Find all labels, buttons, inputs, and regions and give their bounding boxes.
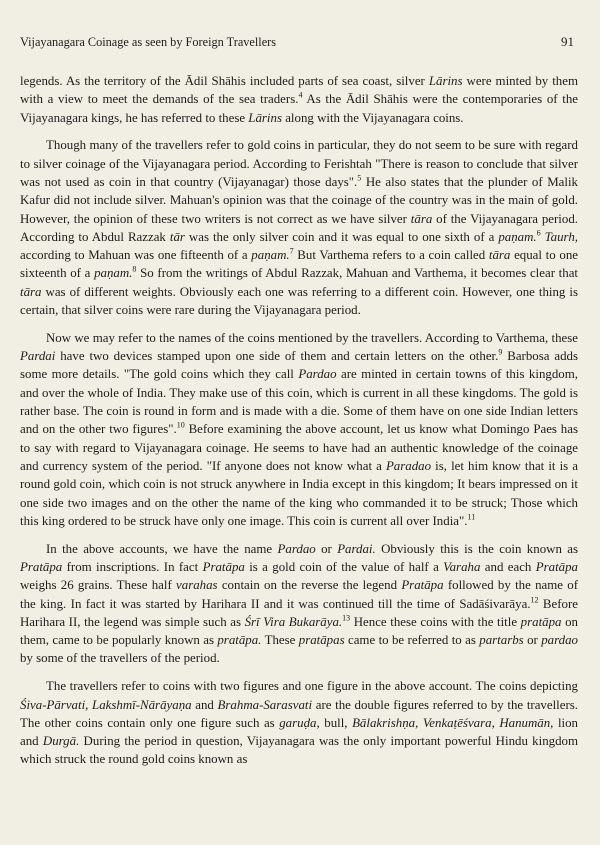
text-run: lion and [20, 715, 579, 749]
text-run: was of different weights. Obviously each one was referring to a different coin. However, one thing is certain, that silver coins were rare during the Vijayanagara period. [20, 284, 578, 318]
paragraph [20, 136, 578, 319]
running-header [20, 34, 578, 50]
running-title: Vijayanagara Coinage as seen by Foreign Travellers [20, 35, 277, 49]
text-run: along with the Vijayanagara coins. [281, 110, 464, 125]
text-run: is, let him know that it is a round gold coin, which coin is not struck anywhere in India except in this kingdom; It bears impressed on it one side two images and on the other the name of the king who commanded it to be struck; Those which this king ordered to be struck have only one image. This coin is current all over India". [20, 458, 579, 528]
text-run: Before Harihara II, the legend was simple such as [20, 596, 579, 629]
italic-term: Pratāpa [202, 559, 245, 574]
italic-term: Taurh, [544, 229, 578, 244]
paragraph [20, 72, 578, 127]
italic-term: pardao [541, 633, 578, 648]
text-run: was the only silver coin and it was equal to one sixth of a [184, 229, 499, 244]
text-run: Barbosa adds some more details. "The gold coins which they call [20, 349, 578, 382]
footnote-ref: 12 [530, 595, 539, 605]
italic-term: Pardao [298, 367, 337, 382]
italic-term: tāra [20, 284, 42, 299]
italic-term: paṇam. [251, 248, 290, 263]
text-run: Hence these coins with the title [350, 614, 521, 629]
footnote-ref: 11 [467, 512, 476, 522]
text-run: As the Ādil Shāhis were the contemporaries of the Vijayanagara kings, he has referred to these [20, 92, 578, 125]
text-run: from inscriptions. In fact [62, 559, 203, 574]
italic-term: pratāpa [520, 614, 562, 629]
text-run: are the double figures referred to by the travellers. The other coins contain only one figure such as [20, 697, 578, 730]
text-run: or [315, 541, 338, 556]
italic-term: tāra [410, 211, 433, 226]
text-run: and each [480, 559, 536, 574]
italic-term: Pardai [20, 349, 56, 364]
italic-term: Śiva-Pārvati, Lakshmī-Nārāyaṇa [20, 697, 192, 712]
text-run: equal to one sixteenth of a [20, 248, 578, 281]
italic-term: Durgā. [42, 734, 80, 749]
italic-term: Pratāpa [401, 578, 444, 593]
italic-term: partarbs [479, 633, 524, 648]
text-run: These [261, 633, 299, 648]
italic-term: tār [169, 229, 185, 244]
footnote-ref: 7 [289, 246, 294, 256]
text-run: by some of the travellers of the period. [20, 651, 220, 666]
text-run: according to Mahuan was one fifteenth of a [20, 248, 252, 263]
footnote-ref: 13 [342, 613, 351, 623]
italic-term: Bālakrishṇa, Venkaṭēśvara, Hanumān, [352, 715, 554, 730]
text-run: So from the writings of Abdul Razzak, Mahuan and Varthema, it becomes clear that [136, 266, 579, 281]
text-run: But Varthema refers to a coin called [293, 248, 489, 263]
text-run: on them, came to be popularly known as [20, 614, 578, 648]
italic-term: Pardao [277, 541, 316, 556]
italic-term: paṇam. [94, 266, 133, 281]
italic-term: Pardai. [337, 541, 376, 556]
italic-term: paṇam. [498, 229, 537, 244]
text-run: During the period in question, Vijayanagara was the only important powerful Hindu kingdom which struck the round gold coins known as [20, 734, 579, 767]
text-run: The travellers refer to coins with two figures and one figure in the above account. The coins depicting [46, 679, 578, 694]
text-run: contain on the reverse the legend [217, 578, 402, 593]
text-run: or [523, 633, 542, 648]
footnote-ref: 4 [298, 91, 303, 100]
text-run: Though many of the travellers refer to gold coins in particular, they do not seem to be sure with regard to silver coinage of the Vijayanagara period. According to Ferishtah "There is reason to conclude that silver was not used as coin in that country (Vijayanagar) those days". [20, 138, 578, 189]
text-run: came to be referred to as [344, 633, 480, 648]
text-run: are minted in certain towns of this kingdom, and over the whole of India. They make use of this coin, which is current in all these kingdoms. The gold is rather base. The coin is round in form and is made with a die. Some of them have on one side Indian letters and on the other two figures". [20, 367, 578, 437]
text-run: legends. As the territory of the Ādil Shāhis included parts of sea coast, silver [20, 74, 429, 88]
text-run: In the above accounts, we have the name [46, 541, 278, 556]
text-run: have two devices stamped upon one side of them and certain letters on the other. [55, 349, 499, 364]
text-run: and [191, 697, 218, 712]
italic-term: Lārins [248, 110, 282, 125]
footnote-ref: 9 [498, 347, 503, 357]
italic-term: Brahma-Sarasvati [217, 697, 313, 712]
text-run: Before examining the above account, let us know what Domingo Paes has to say with regard to Vijayanagara coinage. He seems to have had an authentic knowledge of the coinage and currency system of the period. "If anyone does not know what a [20, 422, 578, 473]
italic-term: Lārins [428, 74, 463, 88]
text-run: Obviously this is the coin known as [375, 541, 578, 556]
italic-term: Paradao [385, 458, 432, 473]
paragraph [20, 677, 578, 768]
italic-term: pratāpas [298, 633, 345, 648]
text-run: were minted by them with a view to meet the demands of the sea traders. [20, 74, 579, 107]
italic-term: Varaha [443, 559, 481, 574]
footnote-ref: 6 [536, 228, 541, 238]
footnote-ref: 10 [176, 421, 185, 431]
text-run: weighs 26 grains. These half [20, 578, 177, 593]
paragraph [20, 329, 578, 530]
italic-term: garuḍa, [279, 715, 320, 730]
text-run: followed by the name of the king. In fact it was started by Harihara II and it was continued till the time of Sadāśivarāya. [20, 578, 578, 611]
text-run: is a gold coin of the value of half a [244, 559, 444, 574]
italic-term: Śrī Vira Bukarāya. [244, 614, 343, 629]
text-run: He also states that the plunder of Malik Kafur did not include silver. Mahuan's opinion was that the coinage of the country was in the main of gold. However, the opinion of these two writers is not correct as we have silver [20, 174, 578, 226]
footnote-ref: 5 [357, 173, 362, 183]
text-run: of the Vijayanagara period. According to Abdul Razzak [20, 211, 578, 244]
italic-term: varahas [176, 578, 218, 593]
italic-term: tāra [488, 248, 511, 263]
page-number: 91 [561, 34, 574, 49]
italic-term: Pratāpa [20, 559, 63, 574]
text-run: Now we may refer to the names of the coins mentioned by the travellers. According to Varthema, these [46, 330, 578, 345]
body-text [20, 72, 578, 769]
italic-term: Pratāpa [535, 559, 578, 574]
text-run: bull, [319, 715, 353, 730]
footnote-ref: 8 [132, 265, 137, 275]
italic-term: pratāpa. [217, 633, 262, 648]
paragraph [20, 540, 578, 668]
